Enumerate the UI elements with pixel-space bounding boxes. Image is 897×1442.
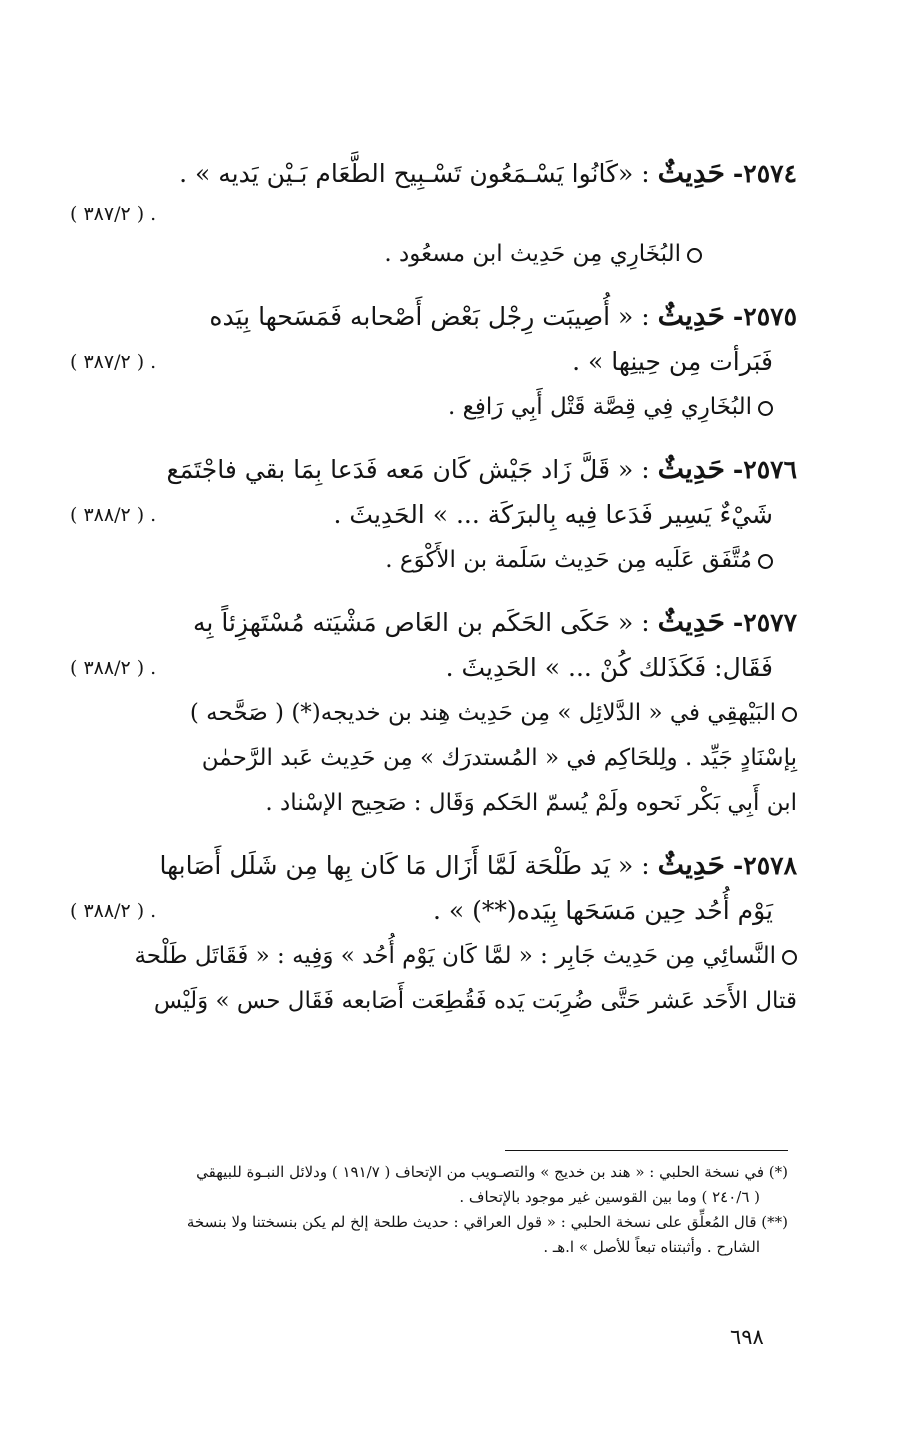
entry-number: ٢٥٧٥-: [732, 302, 797, 331]
entry-note: [70, 934, 797, 979]
entry-text: فَبَرأت مِن حِينِها » .: [572, 347, 773, 376]
footnote-divider: [505, 1150, 788, 1151]
entry-text: « يَد طَلْحَة لَمَّا أَزَال مَا كَان بِها مِن شَلَل أَصَابها: [159, 851, 634, 880]
hadith-entry: [70, 599, 797, 826]
footnote-line: (**) قال المُعلِّق على نسخة الحلبي : « قول العراقي : حديث طلحة إلخ لم يكن بنسختنا ولا بنسخة: [186, 1213, 788, 1231]
entry-ref-line: [70, 196, 797, 232]
entry-text: «كَانُوا يَسْـمَعُون تَسْـبِيح الطَّعَام بَـيْن يَديه » .: [179, 159, 634, 188]
footnote-line: الشارح . وأثبتناه تبعاً للأصل » ا.هـ .: [543, 1238, 760, 1256]
entry-continuation: [70, 339, 797, 385]
note-text: النَّسائِي مِن حَدِيث جَابِر : « لمَّا كَان يَوْم أُحُد » وَفِيه : « فَقَاتَل طَلْحة: [134, 943, 776, 969]
entry-keyword: حَدِيثٌ: [657, 299, 725, 332]
note-text: قتال الأَحَد عَشر حَتَّى ضُرِبَت يَده فَقُطِعَت أَصَابعه فَقَال حس » وَلَيْس: [153, 988, 797, 1014]
entry-first-line: ٢٥٧٨- حَدِيثٌ : « يَد طَلْحَة لَمَّا أَزَال مَا كَان بِها مِن شَلَل أَصَابها: [159, 848, 797, 881]
entry-text: يَوْم أُحُد حِين مَسَحَها بِيَده(**) » .: [432, 896, 773, 925]
note-text: البَيْهقِي في « الدَّلائِل » مِن حَدِيث هِند بن خديجه(*) ( صَحَّحه ): [189, 700, 776, 726]
entry-note-continuation: [70, 979, 797, 1024]
circle-bullet-icon: [758, 401, 773, 416]
entry-continuation: [70, 888, 797, 934]
entry-text: شَيْءٌ يَسِير فَدَعا فِيه بِالبرَكَة ... » الحَدِيثَ .: [333, 500, 773, 529]
entry-note-continuation: [70, 781, 797, 826]
entry-reference: . ( ٣٨٨/٢ ): [70, 900, 157, 922]
footnote-line: ( ٢٤٠/٦ ) وما بين القوسين غير موجود بالإتحاف .: [459, 1188, 760, 1206]
footnote-line: (*) في نسخة الحلبي : « هند بن خديج » والتصـويب من الإتحاف ( ١٩١/٧ ) ودلائل النبـوة للبيهقي: [196, 1163, 788, 1181]
entry-reference: . ( ٣٨٨/٢ ): [70, 504, 157, 526]
entry-continuation: [70, 492, 797, 538]
entry-number: ٢٥٧٤-: [732, 159, 797, 188]
entry-keyword: حَدِيثٌ: [657, 848, 725, 881]
note-text: البُخَارِي مِن حَدِيث ابن مسعُود .: [384, 241, 681, 267]
hadith-entry: [70, 446, 797, 583]
hadith-entry: [70, 842, 797, 1024]
entry-continuation: [70, 645, 797, 691]
entry-keyword: حَدِيثٌ: [657, 452, 725, 485]
entry-note: [70, 385, 797, 430]
entry-first-line: ٢٥٧٤- حَدِيثٌ : «كَانُوا يَسْـمَعُون تَسْـبِيح الطَّعَام بَـيْن يَديه » .: [179, 156, 797, 189]
entry-reference: . ( ٣٨٧/٢ ): [70, 351, 157, 373]
note-text: ابن أَبِي بَكْر نَحوه ولَمْ يُسمّ الحَكم وَقَال : صَحِيح الإسْناد .: [265, 790, 797, 816]
entry-number: ٢٥٧٨-: [732, 851, 797, 880]
circle-bullet-icon: [758, 554, 773, 569]
entry-reference: . ( ٣٨٨/٢ ): [70, 657, 157, 679]
circle-bullet-icon: [782, 707, 797, 722]
entry-text: « قَلَّ زَاد جَيْش كَان مَعه فَدَعا بِمَا بقي فاجْتَمَع: [166, 455, 634, 484]
entry-note: [70, 232, 797, 277]
entry-keyword: حَدِيثٌ: [657, 605, 725, 638]
hadith-entry: [70, 150, 797, 277]
note-text: مُتَّفَق عَلَيه مِن حَدِيث سَلَمة بن الأَكْوَع .: [385, 547, 752, 573]
entry-first-line: ٢٥٧٥- حَدِيثٌ : « أُصِيبَت رِجْل بَعْض أَصْحابه فَمَسَحها بِيَده: [209, 299, 797, 332]
entry-note: [70, 538, 797, 583]
circle-bullet-icon: [687, 248, 702, 263]
entry-note: [70, 691, 797, 736]
entry-text: فَقَال: فَكَذَلك كُنْ ... » الحَدِيثَ .: [445, 653, 773, 682]
entry-first-line: ٢٥٧٧- حَدِيثٌ : « حَكَى الحَكَم بن العَاص مَشْيَته مُسْتَهزِئاً بِه: [193, 605, 797, 638]
page-body: [70, 150, 797, 1040]
note-text: بِإسْنَادٍ جَيِّد . ولِلحَاكِم في « المُستدرَك » مِن حَدِيث عَبد الرَّحمٰن: [201, 745, 797, 771]
footnotes: [76, 1160, 788, 1260]
entry-number: ٢٥٧٧-: [732, 608, 797, 637]
entry-first-line: ٢٥٧٦- حَدِيثٌ : « قَلَّ زَاد جَيْش كَان مَعه فَدَعا بِمَا بقي فاجْتَمَع: [166, 452, 797, 485]
entry-reference: . ( ٣٨٧/٢ ): [70, 203, 157, 225]
page-number: ٦٩٨: [730, 1325, 764, 1349]
hadith-entry: [70, 293, 797, 430]
entry-number: ٢٥٧٦-: [732, 455, 797, 484]
circle-bullet-icon: [782, 950, 797, 965]
entry-note-continuation: [70, 736, 797, 781]
entry-text: « أُصِيبَت رِجْل بَعْض أَصْحابه فَمَسَحها بِيَده: [209, 302, 634, 331]
entry-keyword: حَدِيثٌ: [657, 156, 725, 189]
entry-text: « حَكَى الحَكَم بن العَاص مَشْيَته مُسْتَهزِئاً بِه: [193, 608, 634, 637]
note-text: البُخَارِي فِي قِصَّة قَتْل أَبِي رَافِع .: [448, 394, 752, 420]
